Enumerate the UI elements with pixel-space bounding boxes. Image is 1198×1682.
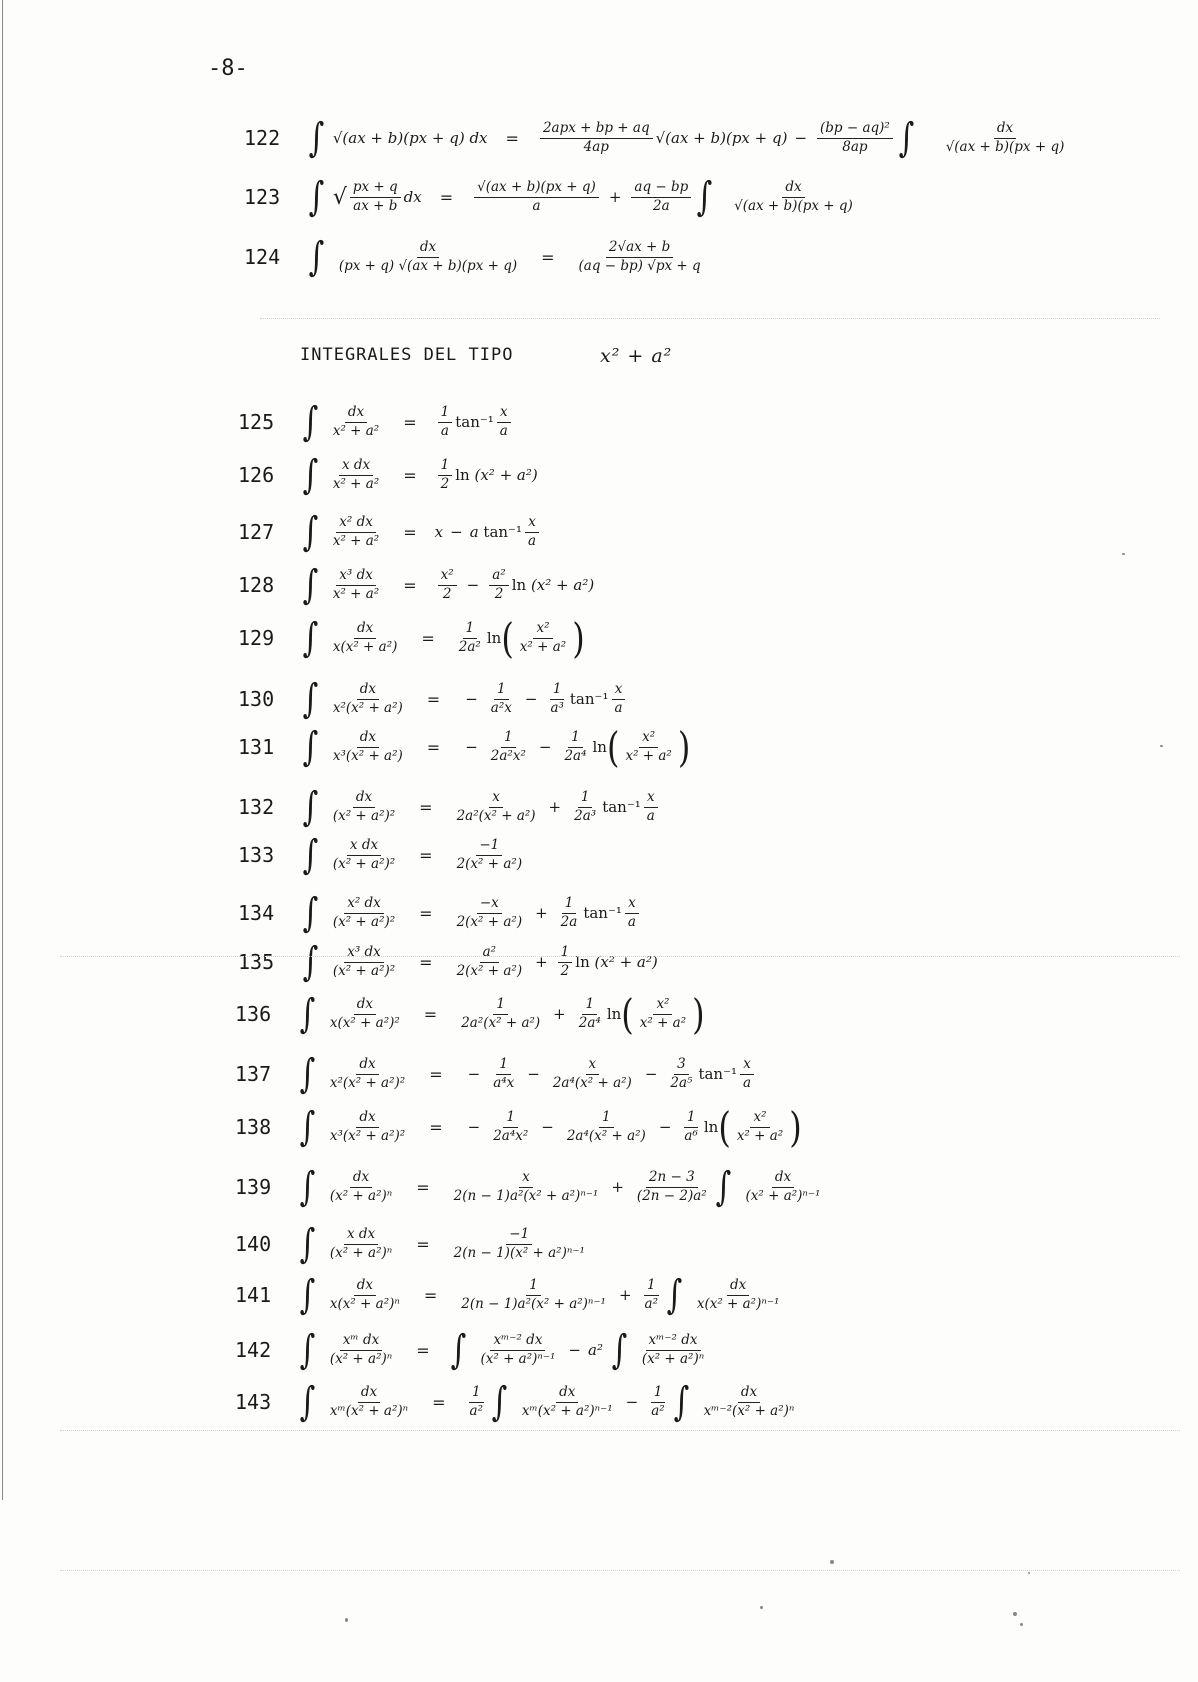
formula-138: 138 ∫ $\frac{dx}{\text{x³(x² + a²)²}}$ = − $\frac{1}{\text{2a⁴x²}}$ − $\frac{1}{\text{2a⁴(x² + a²)}}$ − $\frac{1}{\text{a⁶}}$ ln ( $\frac{\text{x²}}{\text{x² + a²}}$ )	[235, 1102, 802, 1152]
formula-133: 133 ∫ $\frac{\text{x dx}}{\text{(x² + a²)²}}$ = $\frac{-1}{\text{2(x² + a²)}}$	[238, 832, 523, 878]
integral-sign: ∫	[299, 1379, 316, 1425]
integral-sign: ∫	[299, 1272, 316, 1318]
formula-129: 129 ∫ $\frac{dx}{\text{x(x² + a²)}}$ = $\frac{1}{\text{2a²}}$ ln ( $\frac{\text{x²}}{\text{x² + a²}}$ )	[238, 613, 585, 663]
scan-artifact-line	[60, 956, 1180, 957]
formula-number: 135	[238, 950, 275, 974]
formula-134: 134 ∫ $\frac{\text{x² dx}}{\text{(x² + a²)²}}$ = $\frac{-x}{\text{2(x² + a²)}}$ + $\frac{1}{2a}$ tan⁻¹ $\frac{x}{a}$	[238, 893, 642, 933]
formula-126: 126 ∫ $\frac{\text{x dx}}{\text{x² + a²}}$ = $\frac{1}{2}$ ln (x² + a²)	[238, 452, 538, 498]
integral-sign: ∫	[302, 509, 319, 555]
formula-131: 131 ∫ $\frac{dx}{\text{x³(x² + a²)}}$ = − $\frac{1}{\text{2a²x²}}$ − $\frac{1}{\text{2a⁴}}$ ln ( $\frac{\text{x²}}{\text{x² + a²}}$ )	[238, 722, 691, 772]
integral-sign: ∫	[491, 1379, 508, 1425]
integral-sign: ∫	[302, 724, 319, 770]
integral-sign: ∫	[302, 939, 319, 985]
formula-number: 128	[238, 573, 275, 597]
formula-143: 143 ∫ $\frac{dx}{\text{xᵐ(x² + a²)ⁿ}}$ = $\frac{1}{\text{a²}}$ ∫ $\frac{dx}{\text{xᵐ(x² + a²)ⁿ⁻¹}}$ − $\frac{1}{\text{a²}}$ ∫ $\frac{dx}{\text{xᵐ⁻²(x² + a²)ⁿ}}$	[235, 1379, 795, 1425]
integral-sign: ∫	[302, 399, 319, 445]
formula-number: 139	[235, 1175, 272, 1199]
formula-125: 125 ∫ $\frac{dx}{\text{x² + a²}}$ = $\frac{1}{a}$ tan⁻¹ $\frac{x}{a}$	[238, 402, 514, 442]
integral-sign: ∫	[666, 1272, 683, 1318]
scan-speck	[1122, 553, 1125, 555]
scan-speck	[830, 1560, 834, 1564]
integral-sign: ∫	[302, 562, 319, 608]
formula-137: 137 ∫ $\frac{dx}{\text{x²(x² + a²)²}}$ = − $\frac{1}{\text{a⁴x}}$ − $\frac{x}{\text{2a⁴(x² + a²)}}$ − $\frac{3}{\text{2a⁵}}$ tan⁻¹ $\frac{x}{a}$	[235, 1054, 757, 1094]
formula-number: 126	[238, 463, 275, 487]
page-number: -8-	[208, 56, 248, 81]
formula-number: 134	[238, 901, 275, 925]
integral-sign: ∫	[450, 1327, 466, 1373]
scan-artifact-line	[60, 1570, 1180, 1571]
formula-number: 129	[238, 626, 275, 650]
scan-speck	[760, 1606, 763, 1609]
formula-number: 127	[238, 520, 275, 544]
scan-artifact-line	[60, 1430, 1180, 1431]
formula-number: 123	[244, 185, 281, 209]
formula-136: 136 ∫ $\frac{dx}{\text{x(x² + a²)²}}$ = $\frac{1}{\text{2a²(x² + a²)}}$ + $\frac{1}{\text{2a⁴}}$ ln ( $\frac{\text{x²}}{\text{x² + a²}}$ )	[235, 989, 705, 1039]
formula-139: 139 ∫ $\frac{dx}{\text{(x² + a²)ⁿ}}$ = $\frac{x}{\text{2(n − 1)a²(x² + a²)ⁿ⁻¹}}$ + $\frac{2n - 3}{\text{(2n − 2)a²}}$ ∫ $\frac{dx}{\text{(x² + a²)ⁿ⁻¹}}$	[235, 1164, 821, 1210]
integral-sign: ∫	[308, 174, 325, 220]
integral-sign: ∫	[302, 452, 319, 498]
scan-artifact-line	[260, 318, 1160, 319]
integral-sign: ∫	[898, 115, 915, 161]
scan-speck	[345, 1618, 348, 1622]
integral-sign: ∫	[611, 1327, 628, 1373]
formula-128: 128 ∫ $\frac{\text{x³ dx}}{\text{x² + a²}}$ = $\frac{\text{x²}}{2}$ − $\frac{\text{a²}}{2}$ ln (x² + a²)	[238, 562, 595, 608]
formula-number: 130	[238, 687, 275, 711]
scan-speck	[1020, 1623, 1023, 1626]
formula-141: 141 ∫ $\frac{dx}{\text{x(x² + a²)ⁿ}}$ = $\frac{1}{\text{2(n − 1)a²(x² + a²)ⁿ⁻¹}}$ + $\frac{1}{\text{a²}}$ ∫ $\frac{dx}{\text{x(x² + a²)ⁿ⁻¹}}$	[235, 1272, 780, 1318]
integral-sign: ∫	[715, 1164, 731, 1210]
integral-sign: ∫	[302, 676, 319, 722]
integral-sign: ∫	[299, 1104, 316, 1150]
integral-sign: ∫	[308, 234, 325, 280]
integral-sign: ∫	[302, 784, 319, 830]
formula-127: 127 ∫ $\frac{\text{x² dx}}{\text{x² + a²}}$ = x − a tan⁻¹ $\frac{x}{a}$	[238, 512, 542, 552]
formula-number: 133	[238, 843, 275, 867]
formula-142: 142 ∫ $\frac{\text{xᵐ dx}}{\text{(x² + a²)ⁿ}}$ = ∫ $\frac{\text{xᵐ⁻² dx}}{\text{(x² + a²)ⁿ⁻¹}}$ − a² ∫ $\frac{\text{xᵐ⁻² dx}}{\text{(x² + a²)ⁿ}}$	[235, 1327, 705, 1373]
scan-speck	[1013, 1612, 1017, 1616]
integral-sign: ∫	[696, 174, 713, 220]
integral-sign: ∫	[299, 1221, 316, 1267]
formula-number: 143	[235, 1390, 272, 1414]
integral-sign: ∫	[308, 115, 325, 161]
formula-number: 124	[244, 245, 281, 269]
formula-number: 142	[235, 1338, 272, 1362]
formula-122: 122 ∫ √(ax + b)(px + q) dx = $\frac{\text{2apx + bp + aq}}{4ap}$ √(ax + b)(px + q) − $\frac{\text{(bp − aq)²}}{8ap}$ ∫ $\frac{dx}{√(ax + b)(px + q)}$	[244, 115, 1065, 161]
formula-number: 131	[238, 735, 275, 759]
formula-number: 138	[235, 1115, 272, 1139]
integral-sign: ∫	[299, 1327, 316, 1373]
formula-140: 140 ∫ $\frac{\text{x dx}}{\text{(x² + a²)ⁿ}}$ = $\frac{-1}{\text{2(n − 1)(x² + a²)ⁿ⁻¹}}$	[235, 1221, 585, 1267]
formula-number: 122	[244, 126, 281, 150]
scan-speck	[1160, 745, 1163, 747]
integral-sign: ∫	[299, 1051, 316, 1097]
integral-sign: ∫	[302, 832, 319, 878]
formula-124: 124 ∫ $\frac{dx}{(px + q) √(ax + b)(px + q)}$ = $\frac{2√ax + b}{(aq - bp) √px + q}$	[244, 234, 701, 280]
integral-sign: ∫	[302, 615, 319, 661]
scan-speck	[1028, 1572, 1030, 1574]
integral-sign: ∫	[302, 890, 319, 936]
formula-number: 132	[238, 795, 275, 819]
integral-sign: ∫	[299, 1164, 316, 1210]
formula-130: 130 ∫ $\frac{dx}{\text{x²(x² + a²)}}$ = − $\frac{1}{\text{a²x}}$ − $\frac{1}{\text{a³}}$ tan⁻¹ $\frac{x}{a}$	[238, 679, 629, 719]
formula-number: 140	[235, 1232, 272, 1256]
formula-number: 125	[238, 410, 275, 434]
section-expression: x² + a²	[600, 345, 673, 367]
formula-132: 132 ∫ $\frac{dx}{\text{(x² + a²)²}}$ = $\frac{x}{\text{2a²(x² + a²)}}$ + $\frac{1}{\text{2a³}}$ tan⁻¹ $\frac{x}{a}$	[238, 787, 661, 827]
formula-123: 123 ∫ √ $\frac{px + q}{ax + b}$ dx = $\frac{√(ax + b)(px + q)}{a}$ + $\frac{aq - bp}{2a}$ ∫ $\frac{dx}{√(ax + b)(px + q)}$	[244, 174, 853, 220]
integral-sign: ∫	[673, 1379, 689, 1425]
section-title: INTEGRALES DEL TIPO	[300, 345, 514, 365]
scan-edge	[2, 0, 3, 1500]
formula-number: 136	[235, 1002, 272, 1026]
formula-number: 137	[235, 1062, 272, 1086]
formula-number: 141	[235, 1283, 272, 1307]
formula-135: 135 ∫ $\frac{\text{x³ dx}}{\text{(x² + a²)²}}$ = $\frac{\text{a²}}{\text{2(x² + a²)}}$ + $\frac{1}{2}$ ln (x² + a²)	[238, 939, 658, 985]
integral-sign: ∫	[299, 991, 316, 1037]
